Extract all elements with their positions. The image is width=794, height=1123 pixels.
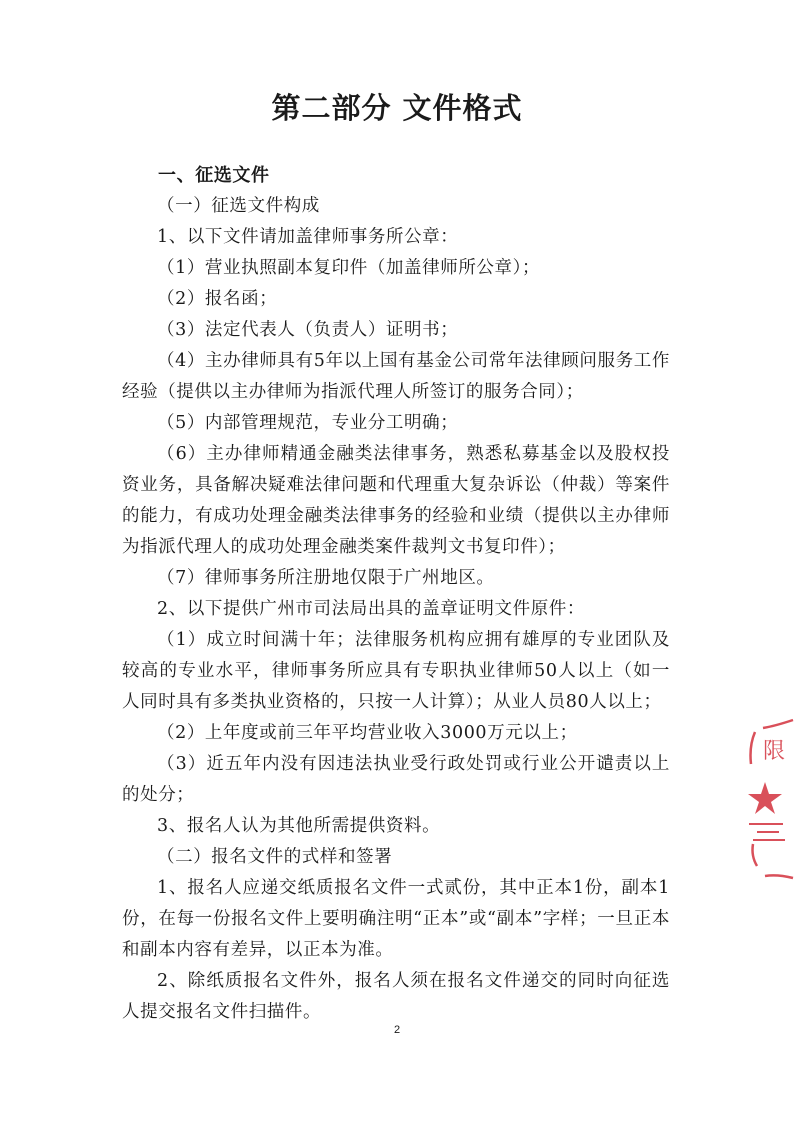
body-paragraph: （3）法定代表人（负责人）证明书；	[157, 320, 459, 340]
body-paragraph: （一）征选文件构成	[157, 196, 320, 216]
body-paragraph: （2）报名函；	[157, 289, 278, 309]
body-paragraph: （2）上年度或前三年平均营业收入3000万元以上；	[157, 723, 578, 743]
seal-stamp-fragment	[735, 716, 794, 886]
body-paragraph: 2、以下提供广州市司法局出具的盖章证明文件原件：	[157, 599, 586, 619]
body-paragraph: （3）近五年内没有因违法执业受行政处罚或行业公开谴责以上的处分；	[122, 754, 670, 805]
document-body	[122, 160, 670, 1028]
body-paragraph: （1）营业执照副本复印件（加盖律师所公章）；	[157, 258, 541, 278]
page-title: 第二部分 文件格式	[271, 91, 523, 125]
body-paragraph: （5）内部管理规范，专业分工明确；	[157, 413, 459, 433]
seal-text-fragment: 限	[763, 739, 786, 764]
body-paragraph: 1、以下文件请加盖律师事务所公章：	[157, 227, 459, 247]
body-paragraph: 2、除纸质报名文件外，报名人须在报名文件递交的同时向征选人提交报名文件扫描件。	[122, 971, 670, 1022]
body-paragraph: 3、报名人认为其他所需提供资料。	[157, 816, 441, 836]
section-heading: 一、征选文件	[158, 165, 270, 186]
body-paragraph: （4）主办律师具有5年以上国有基金公司常年法律顾问服务工作经验（提供以主办律师为指派代理人所签订的服务合同）；	[122, 351, 670, 402]
page-number: 2	[393, 1024, 401, 1036]
body-paragraph: （1）成立时间满十年；法律服务机构应拥有雄厚的专业团队及较高的专业水平，律师事务所应具有专职执业律师50人以上（如一人同时具有多类执业资格的，只按一人计算）；从业人员80人以上；	[122, 630, 670, 712]
body-paragraph: （二）报名文件的式样和签署	[157, 847, 393, 867]
body-paragraph: （6）主办律师精通金融类法律事务，熟悉私募基金以及股权投资业务，具备解决疑难法律问题和代理重大复杂诉讼（仲裁）等案件的能力，有成功处理金融类法律事务的经验和业绩（提供以主办律师为指派代理人的成功处理金融类案件裁判文书复印件）；	[122, 444, 670, 557]
body-paragraph: 1、报名人应递交纸质报名文件一式贰份，其中正本1份，副本1份，在每一份报名文件上要明确注明“正本”或“副本”字样；一旦正本和副本内容有差异，以正本为准。	[122, 878, 670, 960]
body-paragraph: （7）律师事务所注册地仅限于广州地区。	[157, 568, 495, 588]
